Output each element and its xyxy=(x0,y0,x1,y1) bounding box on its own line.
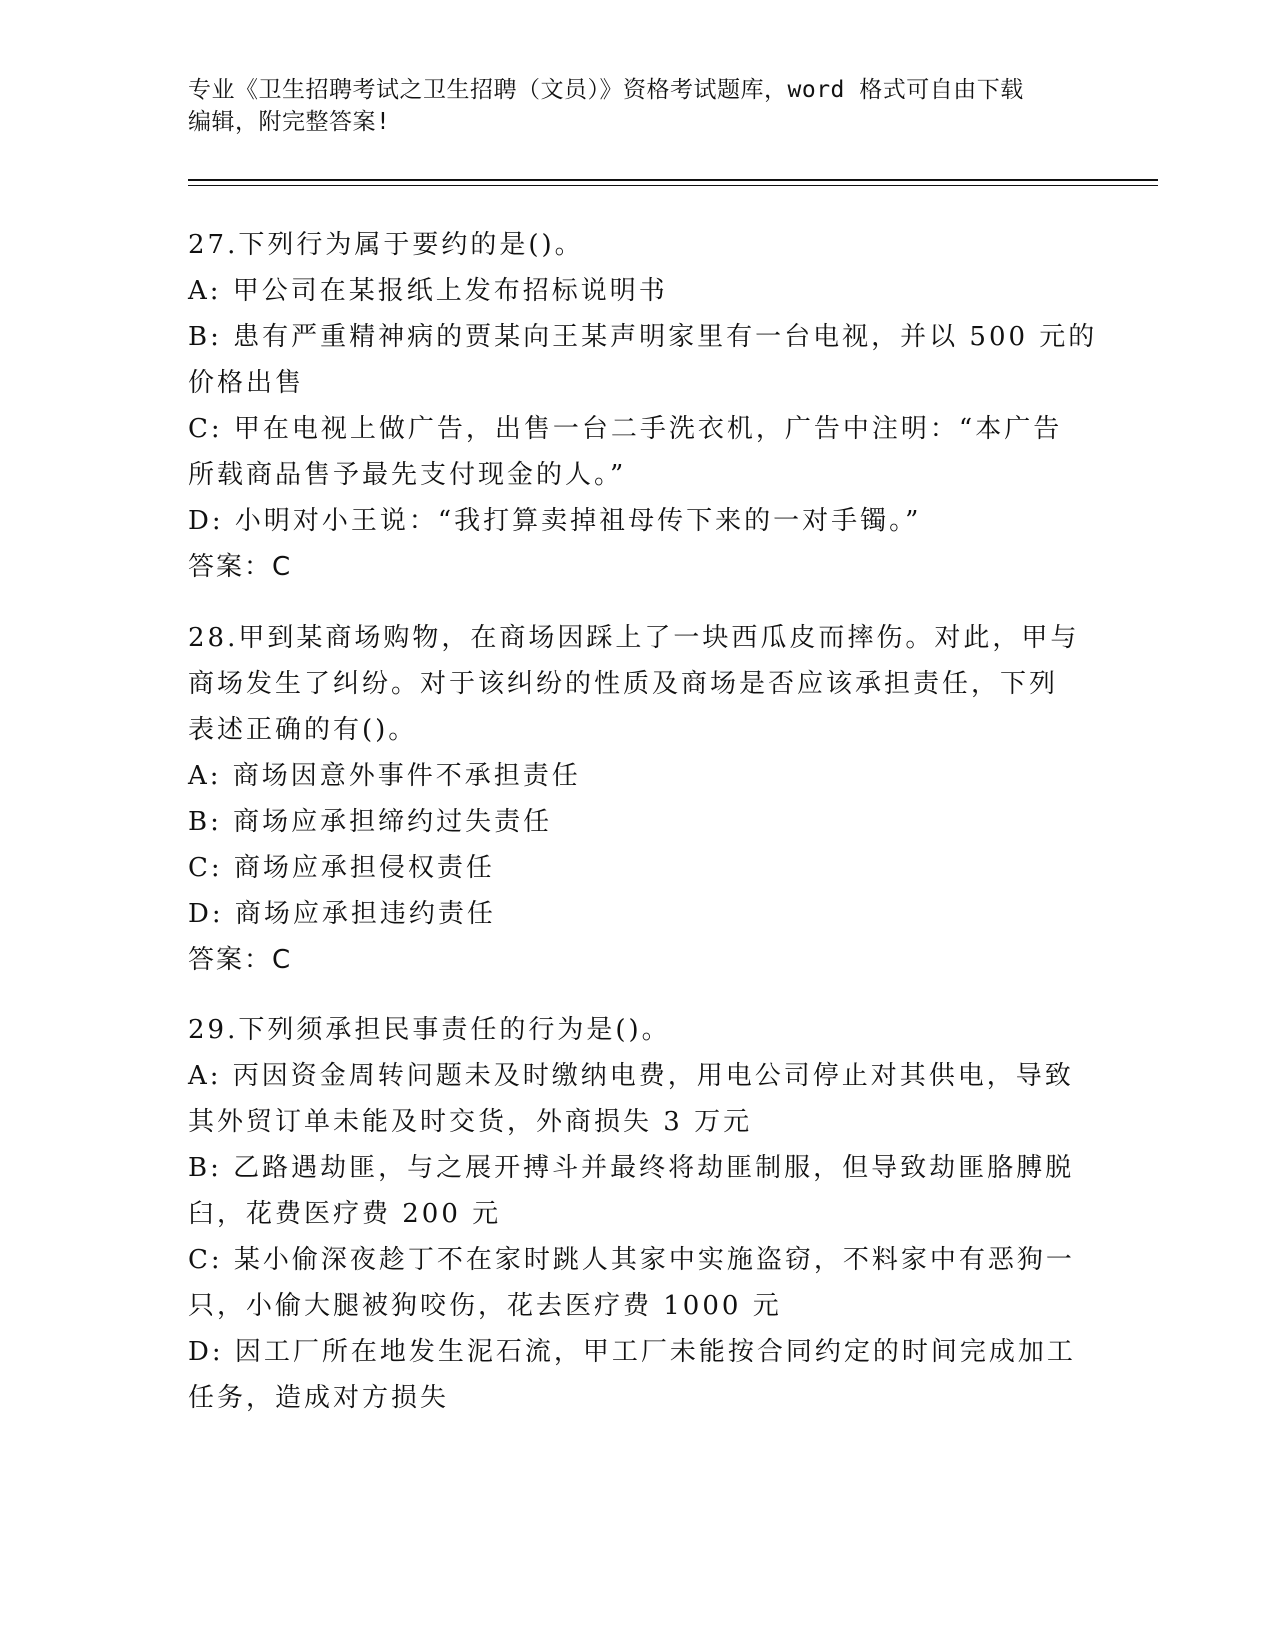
question-stem: 28.甲到某商场购物，在商场因踩上了一块西瓜皮而摔伤。对此，甲与 xyxy=(188,623,1080,653)
option-d: D: 小明对小王说：“我打算卖掉祖母传下来的一对手镯。” xyxy=(188,506,922,536)
question-28 xyxy=(188,615,1088,983)
header-note-line-2: 编辑，附完整答案! xyxy=(188,109,391,135)
option-d-continued: 任务，造成对方损失 xyxy=(188,1383,450,1413)
option-a-continued: 其外贸订单未能及时交货，外商损失 3 万元 xyxy=(188,1107,753,1137)
option-b: B: 商场应承担缔约过失责任 xyxy=(188,807,553,837)
option-c: C: 甲在电视上做广告，出售一台二手洗衣机，广告中注明：“本广告 xyxy=(188,414,1063,444)
option-d: D: 因工厂所在地发生泥石流，甲工厂未能按合同约定的时间完成加工 xyxy=(188,1337,1076,1367)
option-b: B: 患有严重精神病的贾某向王某声明家里有一台电视，并以 500 元的 xyxy=(188,322,1098,352)
option-b-continued: 价格出售 xyxy=(188,368,305,398)
option-a: A: 商场因意外事件不承担责任 xyxy=(188,761,581,791)
header-note xyxy=(188,74,1068,138)
header-divider xyxy=(188,179,1158,186)
option-d: D: 商场应承担违约责任 xyxy=(188,899,496,929)
option-b: B: 乙路遇劫匪，与之展开搏斗并最终将劫匪制服，但导致劫匪胳膊脱 xyxy=(188,1153,1075,1183)
question-stem: 27.下列行为属于要约的是()。 xyxy=(188,230,584,260)
answer: 答案：C xyxy=(188,945,293,975)
question-27 xyxy=(188,222,1098,590)
option-c-continued: 所载商品售予最先支付现金的人。” xyxy=(188,460,627,490)
option-b-continued: 臼，花费医疗费 200 元 xyxy=(188,1199,502,1229)
option-a: A: 丙因资金周转问题未及时缴纳电费，用电公司停止对其供电，导致 xyxy=(188,1061,1074,1091)
answer: 答案：C xyxy=(188,552,293,582)
option-c: C: 商场应承担侵权责任 xyxy=(188,853,495,883)
option-a: A: 甲公司在某报纸上发布招标说明书 xyxy=(188,276,668,306)
question-stem: 29.下列须承担民事责任的行为是()。 xyxy=(188,1015,671,1045)
question-stem-continued: 商场发生了纠纷。对于该纠纷的性质及商场是否应该承担责任，下列 xyxy=(188,669,1059,699)
option-c-continued: 只，小偷大腿被狗咬伤，花去医疗费 1000 元 xyxy=(188,1291,782,1321)
option-c: C: 某小偷深夜趁丁不在家时跳人其家中实施盗窃，不料家中有恶狗一 xyxy=(188,1245,1075,1275)
question-29 xyxy=(188,1007,1088,1421)
question-stem-continued: 表述正确的有()。 xyxy=(188,715,418,745)
header-note-line-1: 专业《卫生招聘考试之卫生招聘（文员）》资格考试题库，word 格式可自由下载 xyxy=(188,77,1024,103)
